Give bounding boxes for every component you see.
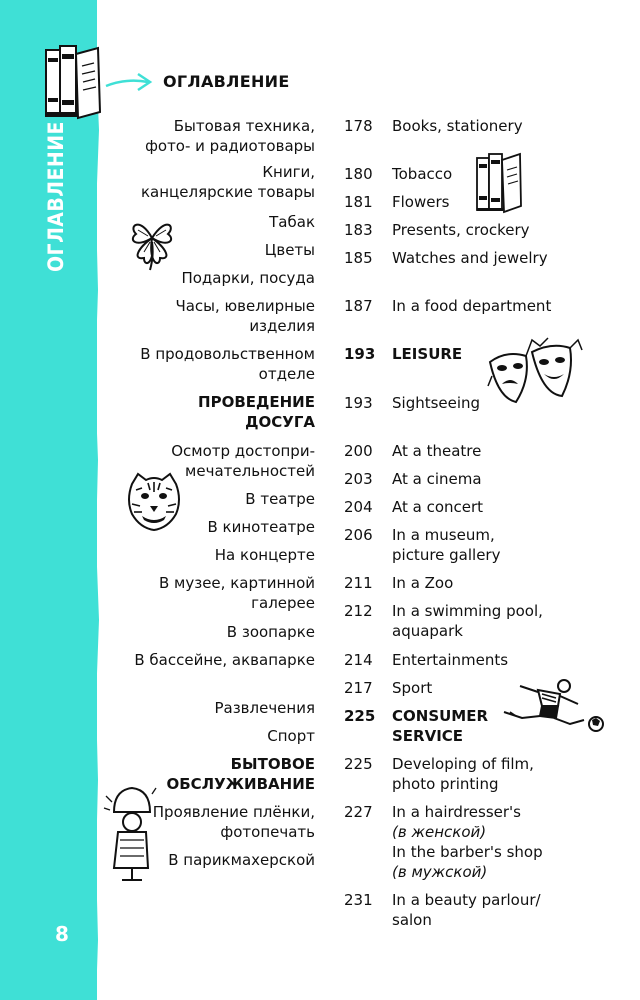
contents-header: ОГЛАВЛЕНИЕ bbox=[163, 72, 290, 91]
books-icon bbox=[474, 146, 524, 216]
toc-page-number: 227 bbox=[344, 803, 373, 821]
toc-page-number: 193 bbox=[344, 394, 373, 412]
toc-page-number: 193 bbox=[344, 345, 376, 363]
toc-en-item: Entertainments bbox=[392, 651, 509, 669]
toc-page-number: 206 bbox=[344, 526, 373, 544]
toc-page-number: 178 bbox=[344, 117, 373, 135]
toc-en-item: At a concert bbox=[392, 498, 484, 516]
toc-ru-item: На концерте bbox=[214, 546, 315, 564]
tiger-icon bbox=[124, 470, 184, 532]
toc-en-item: In a beauty parlour/ salon bbox=[392, 891, 541, 929]
toc-page-number: 181 bbox=[344, 193, 373, 211]
toc-en-item: Books, stationery bbox=[392, 117, 523, 135]
toc-page-number: 225 bbox=[344, 707, 376, 725]
toc-ru-item: В зоопарке bbox=[226, 623, 315, 641]
toc-page-number: 185 bbox=[344, 249, 373, 267]
toc-page-number: 180 bbox=[344, 165, 373, 183]
toc-ru-item: В музее, картинной галерее bbox=[158, 574, 315, 612]
toc-ru-section: ПРОВЕДЕНИЕ ДОСУГА bbox=[198, 393, 315, 431]
toc-page-number: 212 bbox=[344, 602, 373, 620]
toc-en-item: In a hairdresser's bbox=[392, 803, 521, 821]
toc-ru-item: В бассейне, аквапарке bbox=[134, 651, 315, 669]
toc-ru-item: Табак bbox=[269, 213, 315, 231]
toc-en-item: Sport bbox=[392, 679, 433, 697]
sidebar-title: ОГЛАВЛЕНИЕ bbox=[44, 121, 68, 272]
toc-en-item: In a swimming pool, aquapark bbox=[392, 602, 543, 640]
toc-en-item: In the barber's shop bbox=[392, 843, 543, 861]
toc-ru-item: Спорт bbox=[267, 727, 315, 745]
toc-ru-item: Развлечения bbox=[214, 699, 315, 717]
toc-page-number: 211 bbox=[344, 574, 373, 592]
toc-en-item: In a Zoo bbox=[392, 574, 454, 592]
toc-page-number: 225 bbox=[344, 755, 373, 773]
toc-en-section: LEISURE bbox=[392, 345, 463, 363]
toc-ru-item: В театре bbox=[245, 490, 315, 508]
toc-ru-item: В продовольственном отделе bbox=[140, 345, 315, 383]
toc-en-item: Flowers bbox=[392, 193, 450, 211]
toc-en-section: CONSUMER SERVICE bbox=[392, 707, 489, 745]
toc-page-number: 231 bbox=[344, 891, 373, 909]
clover-icon bbox=[126, 212, 178, 272]
toc-ru-item: Часы, ювелирные изделия bbox=[175, 297, 315, 335]
toc-ru-section: БЫТОВОЕ ОБСЛУЖИВАНИЕ bbox=[166, 755, 315, 793]
hair-dryer-icon bbox=[100, 782, 160, 882]
footballer-icon bbox=[498, 676, 606, 736]
arrow-icon bbox=[104, 70, 156, 94]
toc-page-number: 183 bbox=[344, 221, 373, 239]
toc-en-item: Presents, crockery bbox=[392, 221, 530, 239]
toc-ru-item: Осмотр достопри- мечательностей bbox=[171, 442, 315, 480]
page-number: 8 bbox=[55, 922, 69, 946]
toc-en-item: Sightseeing bbox=[392, 394, 481, 412]
toc-page-number: 204 bbox=[344, 498, 373, 516]
toc-ru-item: Подарки, посуда bbox=[181, 269, 315, 287]
toc-ru-item: Цветы bbox=[264, 241, 315, 259]
toc-en-item: Developing of film, photo printing bbox=[392, 755, 534, 793]
toc-ru-item: В кинотеатре bbox=[207, 518, 315, 536]
toc-ru-item: Проявление плёнки, фотопечать bbox=[152, 803, 315, 841]
toc-ru-item: В парикмахерской bbox=[168, 851, 315, 869]
toc-page-number: 187 bbox=[344, 297, 373, 315]
toc-en-note: (в женской) bbox=[392, 823, 487, 841]
books-icon bbox=[42, 40, 104, 122]
toc-en-item: In a food department bbox=[392, 297, 552, 315]
theatre-masks-icon bbox=[486, 336, 586, 410]
toc-ru-item: Книги, канцелярские товары bbox=[141, 163, 315, 201]
toc-en-item: At a cinema bbox=[392, 470, 482, 488]
toc-page-number: 217 bbox=[344, 679, 373, 697]
toc-page-number: 214 bbox=[344, 651, 373, 669]
toc-ru-item: Бытовая техника, фото- и радиотовары bbox=[145, 117, 315, 155]
toc-page-number: 203 bbox=[344, 470, 373, 488]
toc-en-item: In a museum, picture gallery bbox=[392, 526, 501, 564]
toc-en-item: Watches and jewelry bbox=[392, 249, 548, 267]
toc-page-number: 200 bbox=[344, 442, 373, 460]
toc-en-item: Tobacco bbox=[392, 165, 453, 183]
toc-en-item: At a theatre bbox=[392, 442, 482, 460]
toc-en-note: (в мужской) bbox=[392, 863, 488, 881]
